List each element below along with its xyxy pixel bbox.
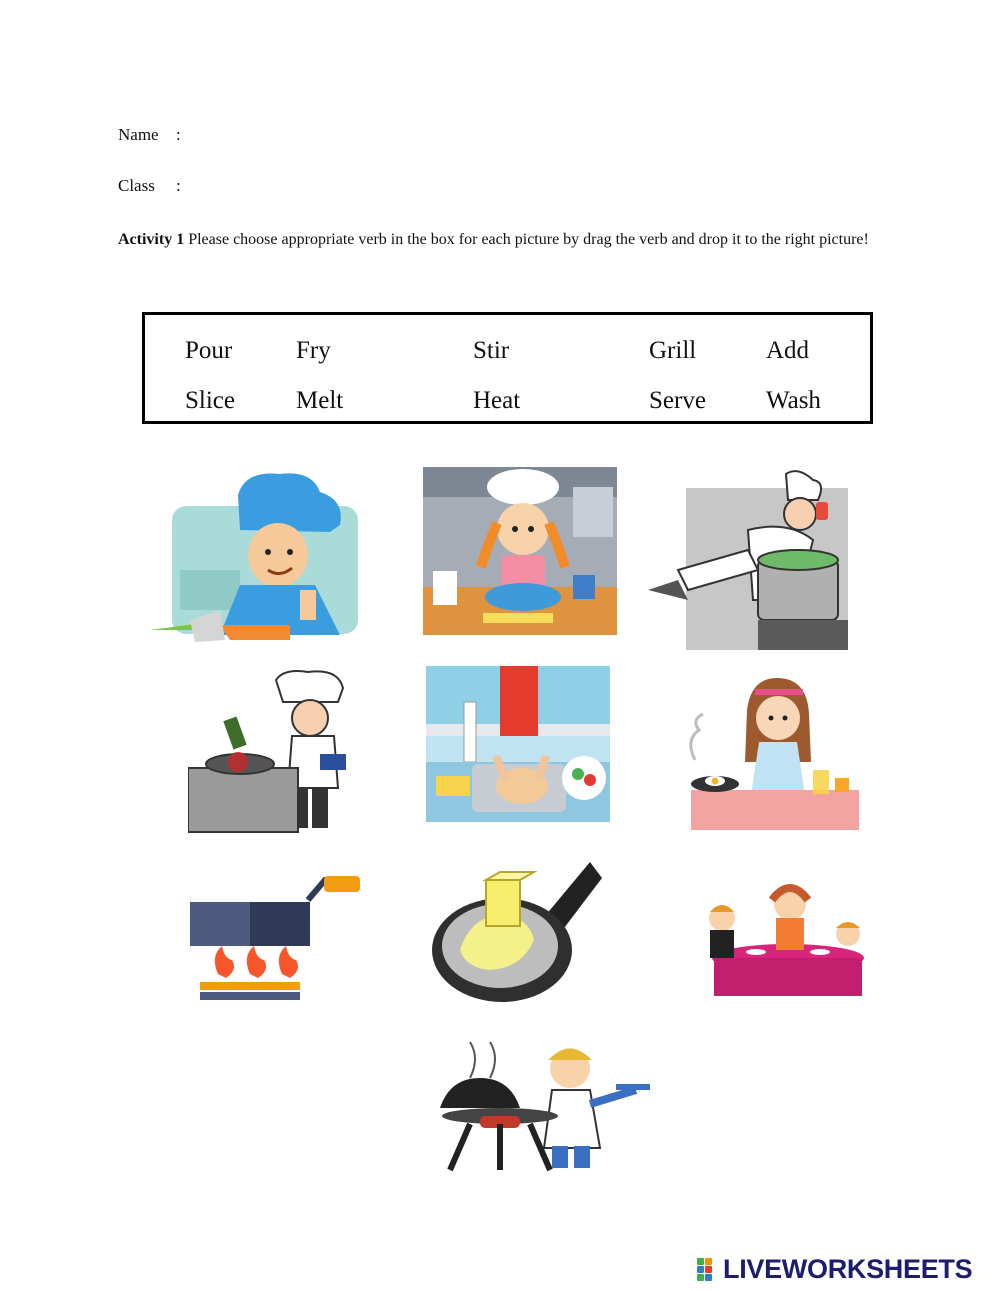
name-colon: : [176,125,181,144]
chef-slicing-carrot-icon[interactable] [150,470,360,650]
man-grilling-sausages-icon[interactable] [440,1038,665,1174]
girl-stirring-bowl-icon[interactable] [423,467,617,635]
logo-blocks-icon [697,1258,719,1280]
verb-wash[interactable]: Wash [766,387,821,414]
verb-add[interactable]: Add [766,337,810,364]
name-row [118,125,181,145]
verb-heat[interactable]: Heat [473,387,521,414]
activity-instruction-text: Please choose appropriate verb in the box for each picture by drag the verb and drop it to the right picture! [184,231,869,248]
pan-on-flame-heat-icon[interactable] [190,866,365,1022]
girl-frying-egg-icon[interactable] [685,670,860,830]
class-label: Class [118,176,155,195]
logo-text: LIVEWORKSHEETS [723,1254,973,1284]
person-washing-chicken-icon[interactable] [426,666,610,822]
activity-instruction [118,224,908,255]
class-row [118,176,181,196]
butter-melting-pan-icon[interactable] [430,858,602,1004]
verb-word-box [142,312,873,424]
family-serving-dinner-icon[interactable] [696,878,874,1000]
verb-grill[interactable]: Grill [649,337,697,364]
chef-pouring-oil-icon[interactable] [188,668,356,836]
verb-serve[interactable]: Serve [649,387,706,414]
verb-fry[interactable]: Fry [296,337,331,364]
class-colon: : [176,176,181,195]
activity-title: Activity 1 [118,231,185,248]
verb-stir[interactable]: Stir [473,337,510,364]
verb-pour[interactable]: Pour [185,337,233,364]
liveworksheets-logo [697,1254,995,1284]
chef-adding-salt-icon[interactable] [648,470,848,650]
verb-melt[interactable]: Melt [296,387,344,414]
name-label: Name [118,125,159,144]
verb-slice[interactable]: Slice [185,387,235,414]
